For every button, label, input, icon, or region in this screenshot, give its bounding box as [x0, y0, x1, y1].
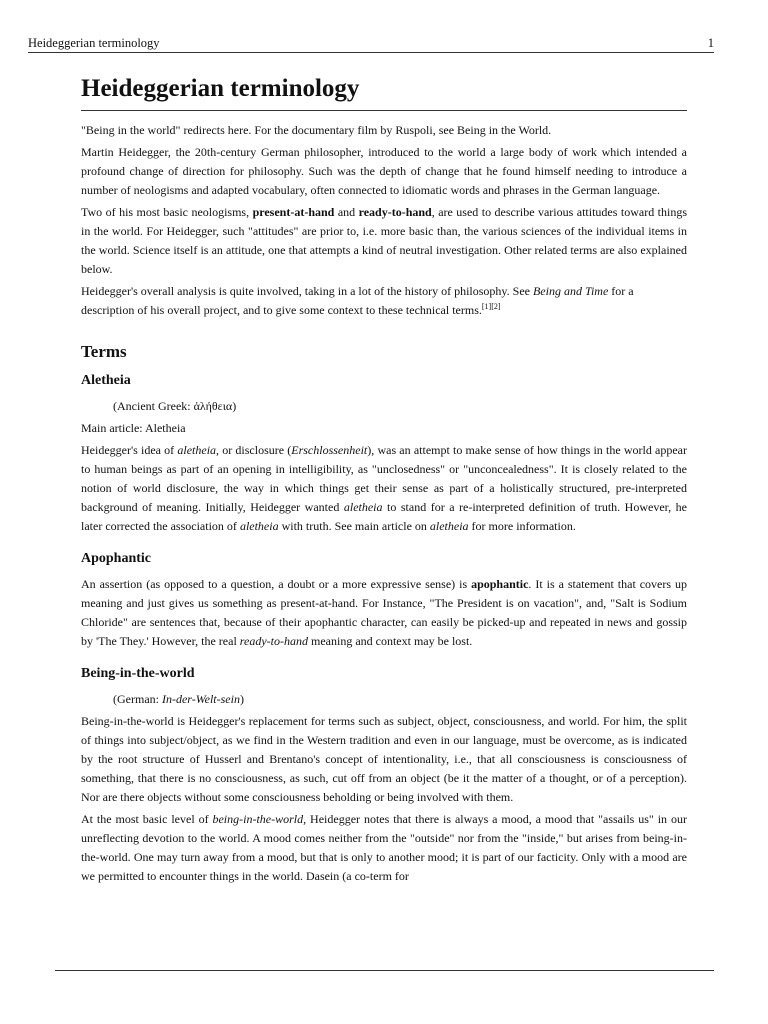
- text-run: Two of his most basic neologisms,: [81, 205, 253, 219]
- page-header: [28, 36, 714, 53]
- text-run: At the most basic level of: [81, 812, 213, 826]
- term-present-at-hand: present-at-hand: [252, 205, 335, 219]
- text-run: for a description of his overall project, and to give some context to these technical terms.: [81, 284, 634, 317]
- aletheia-greek-note: (Ancient Greek: ἀλήθεια): [113, 399, 237, 413]
- italic-term: aletheia: [429, 519, 469, 533]
- citation-refs[interactable]: [1][2]: [481, 302, 501, 311]
- term-apophantic: apophantic: [471, 577, 529, 591]
- italic-term: aletheia: [177, 443, 217, 457]
- italic-term: ready-to-hand: [239, 634, 308, 648]
- aletheia-heading: Aletheia: [81, 373, 131, 388]
- apophantic-paragraph: [81, 575, 687, 651]
- text-run: ): [239, 692, 244, 706]
- text-run: Heidegger's idea of: [81, 443, 178, 457]
- text-run: Heidegger notes that there is always a mood, a mood that "assails us" in our unreflecting devotion to the world. A mood comes neither from the "outside" nor from the "inside," but arises from being-in-the-world. One may turn away from a mood, but that is only to another mood; it is part of our facticity. Only with a mood are we permitted to encounter things in the world. Dasein (a co-term for: [81, 812, 687, 883]
- text-run: to stand for a re-interpreted definition of truth. However, he later corrected the association of: [81, 500, 688, 533]
- intro-paragraph-1: Martin Heidegger, the 20th-century German philosopher, introduced to the world a large body of work which intended a profound change of direction for philosophy. Such was the depth of change that he found himself needing to introduce a number of neologisms and adapted vocabulary, often connected to idiomatic words and phrases in the German language.: [81, 145, 687, 197]
- term-ready-to-hand: ready-to-hand: [358, 205, 432, 219]
- text-run: . It is a statement that covers up meaning and just gives us something as present-at-hand. For Instance, "The President is on vacation", and, "Salt is Sodium Chloride" are sentences that, because of their apophantic character, can easily be picked-up and repeated in news and gossip by 'The They.' However, the real: [81, 577, 687, 648]
- italic-term: aletheia: [239, 519, 279, 533]
- text-run: ), was an attempt to make sense of how things in the world appear to human beings as part of an opening in intelligibility, as "unclosedness" or "unconcealedness". It is closely related to the notion of world disclosure, the way in which things get their sense as part of a holistically structured, pre-interpreted background of meaning. Initially, Heidegger wanted: [81, 443, 688, 514]
- aletheia-paragraph: [81, 441, 687, 536]
- intro-paragraph-3: [81, 282, 687, 320]
- being-and-time-link[interactable]: Being and Time: [532, 284, 609, 298]
- terms-heading: Terms: [81, 342, 127, 361]
- text-run: , are used to describe various attitudes toward things in the world. For Heidegger, such "attitudes" are prior to, i.e. more basic than, the various sciences of the individual items in the world. Science itself is an attitude, one that attempts a kind of neutral investigation. Other related terms are also explained below.: [81, 205, 687, 276]
- text-run: An assertion (as opposed to a question, a doubt or a more expressive sense) is: [81, 577, 472, 591]
- text-run: Heidegger's overall analysis is quite involved, taking in a lot of the history of philosophy. See: [81, 284, 533, 298]
- running-title: Heideggerian terminology: [28, 36, 160, 50]
- text-run: with truth. See main article on: [278, 519, 430, 533]
- italic-term: Erschlossenheit: [291, 443, 368, 457]
- italic-term: In-der-Welt-sein: [161, 692, 240, 706]
- article-body: [81, 72, 687, 889]
- being-in-the-world-paragraph-2: [81, 810, 687, 886]
- being-in-the-world-paragraph-1: Being-in-the-world is Heidegger's replacement for terms such as subject, object, consciousness, and world. For him, the split of things into subject/object, as we find in the Western tradition and even in our language, must be overcome, as is indicated by the root structure of Husserl and Brentano's concept of intentionality, i.e., that all consciousness is consciousness of something, that there is no consciousness, as such, cut off from an object (be it the matter of a thought, or of a perception). Nor are there objects without some consciousness beholding or being involved with them.: [81, 714, 687, 804]
- page-number: 1: [707, 36, 714, 50]
- text-run: (German:: [113, 692, 162, 706]
- italic-term: being-in-the-world,: [212, 812, 307, 826]
- hatnote: "Being in the world" redirects here. For the documentary film by Ruspoli, see Being in the World.: [81, 123, 552, 137]
- text-run: for more information.: [468, 519, 576, 533]
- being-in-the-world-heading: Being-in-the-world: [81, 666, 195, 681]
- apophantic-heading: Apophantic: [81, 551, 152, 566]
- being-in-the-world-german-note: [81, 690, 687, 709]
- italic-term: aletheia: [343, 500, 383, 514]
- article-title: Heideggerian terminology: [81, 72, 687, 111]
- intro-paragraph-2: [81, 203, 687, 279]
- text-run: meaning and context may be lost.: [308, 634, 473, 648]
- footer-rule: [55, 970, 714, 971]
- text-run: , or disclosure (: [216, 443, 292, 457]
- text-run: and: [334, 205, 359, 219]
- aletheia-main-article[interactable]: Main article: Aletheia: [81, 421, 186, 435]
